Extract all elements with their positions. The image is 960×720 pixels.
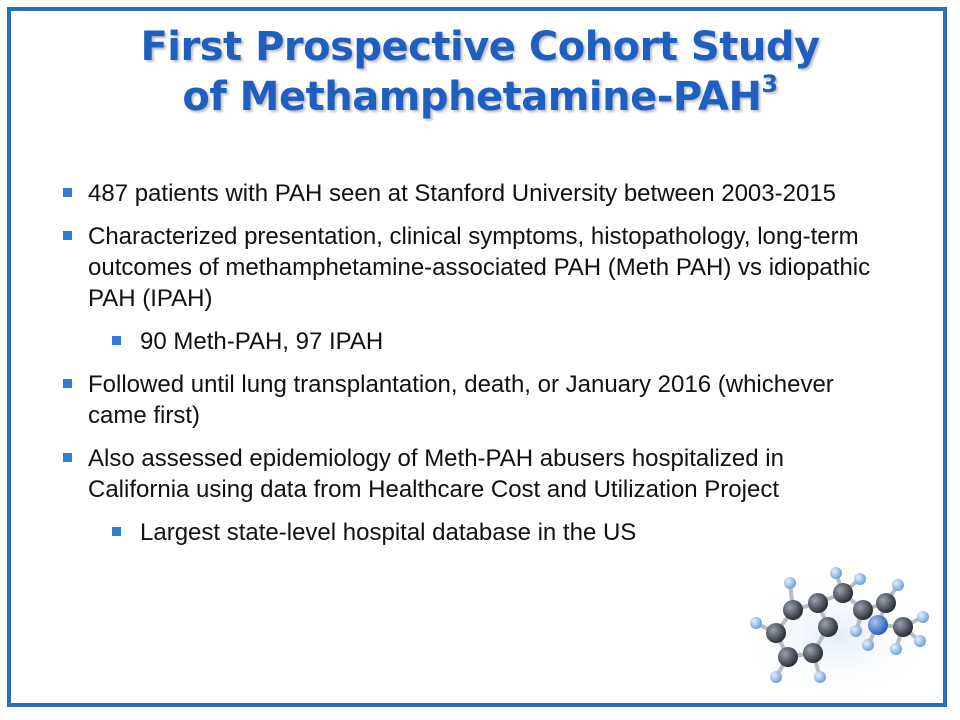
methamphetamine-molecule-icon	[738, 565, 938, 700]
bullet-text: Followed until lung transplantation, death, or January 2016 (whichever came first)	[88, 371, 834, 429]
title-line-2-text: of Methamphetamine-PAH	[182, 74, 762, 120]
bullet-square-icon	[63, 231, 72, 240]
bullet-text: Largest state-level hospital database in the US	[140, 519, 637, 546]
slide-title	[0, 22, 960, 122]
bullet-item	[60, 221, 880, 314]
bullet-item	[60, 443, 880, 505]
title-line-2	[0, 69, 960, 122]
bullet-list	[60, 178, 880, 560]
bullet-square-icon	[63, 453, 72, 462]
bullet-item	[60, 178, 880, 209]
sub-bullet-item	[60, 326, 880, 357]
bullet-square-icon	[63, 188, 72, 197]
bullet-text: Characterized presentation, clinical symptoms, histopathology, long-term outcomes of methamphetamine-associated PAH (Meth PAH) vs idiopathic PAH (IPAH)	[88, 223, 871, 312]
bullet-text: Also assessed epidemiology of Meth-PAH abusers hospitalized in California using data from Healthcare Cost and Utilization Project	[88, 445, 784, 503]
sub-bullet-item	[60, 517, 880, 548]
title-line-1: First Prospective Cohort Study	[140, 24, 820, 70]
title-superscript: 3	[761, 69, 778, 98]
bullet-square-icon	[112, 336, 121, 345]
bullet-item	[60, 369, 880, 431]
bullet-square-icon	[63, 379, 72, 388]
bullet-text: 487 patients with PAH seen at Stanford University between 2003-2015	[88, 180, 837, 207]
bullet-text: 90 Meth-PAH, 97 IPAH	[140, 328, 384, 355]
bullet-square-icon	[112, 527, 121, 536]
